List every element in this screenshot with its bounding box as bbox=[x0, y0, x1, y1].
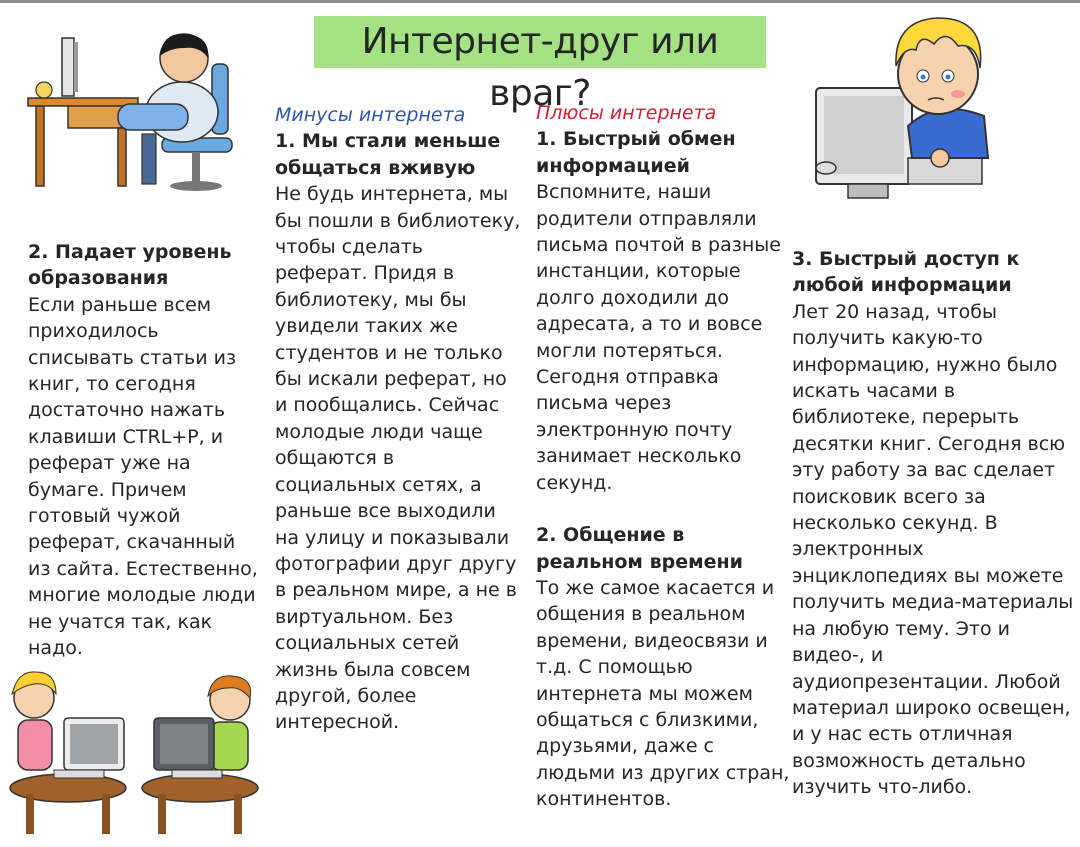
minus-section-label: Минусы интернета bbox=[275, 104, 466, 126]
plus-column bbox=[536, 100, 792, 813]
top-border bbox=[0, 0, 1080, 3]
minus-item-1-heading: 1. Мы стали меньше общаться вживую bbox=[275, 130, 501, 179]
minus-item-2-text: Если раньше всем приходилось списывать статьи из книг, то сегодня достаточно нажать клавиши CTRL+P, и реферат уже на бумаге. Причем готовый чужой реферат, скачанный из сайта. Естественно, многие молодые люди не учатся так, как надо. bbox=[28, 293, 258, 660]
plus-item-2-heading: 2. Общение в реальном времени bbox=[536, 524, 743, 573]
minus-item-2-heading: 2. Падает уровень образования bbox=[28, 241, 232, 290]
page-title: Интернет-друг или враг? bbox=[314, 16, 766, 68]
plus-item-1-text: Вспомните, наши родители отправляли письма почтой в разные инстанции, которые долго доходили до адресата, а то и вовсе могли потеряться. Сегодня отправка письма через электронную почту занимает несколько секунд. bbox=[536, 181, 781, 494]
plus-item-3-heading: 3. Быстрый доступ к любой информации bbox=[792, 248, 1020, 297]
plus-item-1-heading: 1. Быстрый обмен информацией bbox=[536, 128, 736, 177]
minus-item-1-text: Не будь интернета, мы бы пошли в библиотеку, чтобы сделать реферат. Придя в библиотеку, мы бы увидели таких же студентов и не только бы искали реферат, но и пообщались. Сейчас молодые люди чаще общаются в социальных сетях, а раньше все выходили на улицу и показывали фотографии друг другу в реальном мире, а не в виртуальном. Без социальных сетей жизнь была совсем другой, более интересной. bbox=[275, 183, 521, 734]
plus-item-2-text: То же самое касается и общения в реальном времени, видеосвязи и т.д. С помощью интернета мы можем общаться с близкими, друзьями, даже с людьми из других стран, континентов. bbox=[536, 576, 790, 811]
plus-item-3-text: Лет 20 назад, чтобы получить какую-то информацию, нужно было искать часами в библиотеке, перерыть десятки книг. Сегодня всю эту работу за вас сделает поисковик всего за несколько секунд. В электронных энциклопедиях вы можете получить медиа-материалы на любую тему. Это и видео-, и аудиопрезентации. Любой материал широко освещен, и у нас есть отличная возможность детально изучить что-либо. bbox=[792, 300, 1074, 799]
plus-section-label: Плюсы интернета bbox=[536, 102, 717, 124]
plus-item-3 bbox=[792, 246, 1076, 801]
children-at-computers-icon bbox=[4, 664, 268, 842]
minus-column bbox=[275, 102, 521, 736]
man-at-desk-icon bbox=[22, 28, 262, 196]
boy-at-computer-icon bbox=[808, 6, 1004, 208]
minus-item-2 bbox=[28, 239, 262, 662]
